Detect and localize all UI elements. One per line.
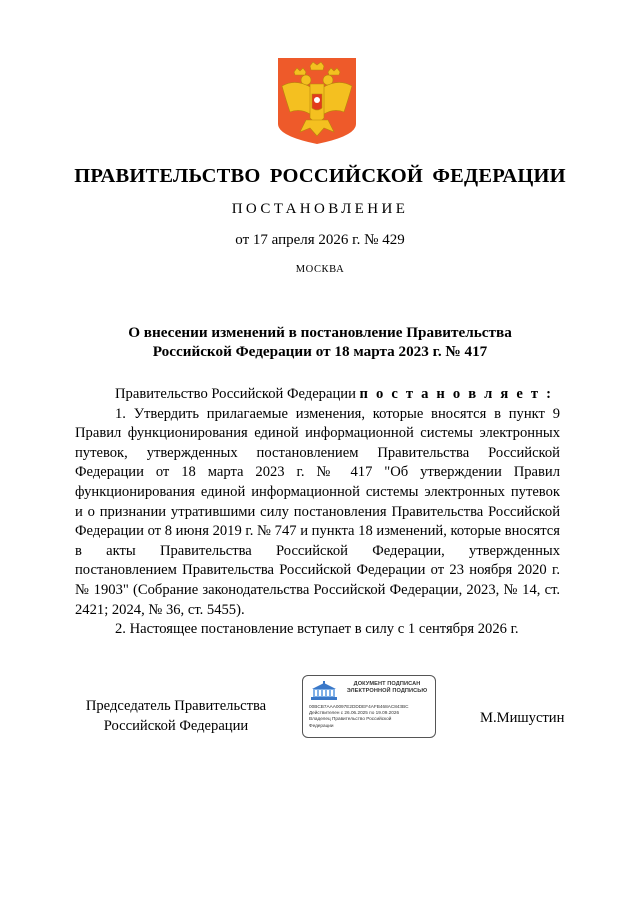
electronic-signature-stamp: [302, 675, 436, 738]
stamp-validity: Действителен с 26.06.2025 по 19.09.2026: [309, 710, 400, 716]
document-city: МОСКВА: [295, 264, 345, 275]
stamp-details: [309, 704, 433, 729]
stamp-certificate: 00BCB7AAA0097E2DDDEF4AFB468AC843BC: [309, 704, 409, 709]
stamp-title-line-2: ЭЛЕКТРОННОЙ ПОДПИСЬЮ: [346, 688, 428, 694]
signatory-position-line-1: Председатель Правительства: [85, 698, 267, 714]
subject-line-1: О внесении изменений в постановление Правительства: [128, 324, 512, 341]
preamble: [75, 385, 560, 405]
stamp-title: [341, 681, 433, 695]
stamp-owner-line-1: Владелец Правительство Российской: [309, 716, 392, 722]
signatory-name: М.Мишустин: [480, 710, 565, 726]
preamble-resolves: п о с т а н о в л я е т :: [359, 386, 554, 402]
document-subject: [60, 323, 580, 361]
stamp-title-line-1: ДОКУМЕНТ ПОДПИСАН: [353, 681, 421, 687]
document-body: [75, 385, 560, 640]
stamp-owner-line-2: Федерации: [309, 722, 334, 728]
government-building-icon: [310, 681, 338, 701]
document-date-number: от 17 апреля 2026 г. № 429: [235, 232, 405, 248]
document-type: ПОСТАНОВЛЕНИЕ: [231, 201, 409, 217]
subject-line-2: Российской Федерации от 18 марта 2023 г. № 417: [152, 343, 488, 360]
preamble-text: Правительство Российской Федерации: [115, 386, 360, 402]
government-title: ПРАВИТЕЛЬСТВО РОССИЙСКОЙ ФЕДЕРАЦИИ: [74, 165, 566, 187]
coat-of-arms-icon: [276, 56, 358, 146]
signatory-position: [76, 697, 276, 736]
paragraph-1: 1. Утвердить прилагаемые изменения, которые вносятся в пункт 9 Правил функционирования единой информационной системы электронных путевок, утвержденных постановлением Правительства Российской Федерации от 18 марта 2023 г. № 417 "Об утверждении Правил функционирования единой информационной системы электронных путевок и о признании утратившими силу постановления Правительства Российской Федерации от 8 июня 2019 г. № 747 и пункта 18 изменений, которые вносятся в акты Правительства Российской Федерации, утвержденных постановлением Правительства Российской Федерации от 23 ноября 2020 г. № 1903" (Собрание законодательства Российской Федерации, 2023, № 14, ст. 2421; 2024, № 36, ст. 5455).: [75, 405, 560, 618]
signatory-position-line-2: Российской Федерации: [103, 717, 249, 734]
paragraph-2: 2. Настоящее постановление вступает в силу с 1 сентября 2026 г.: [115, 621, 519, 638]
